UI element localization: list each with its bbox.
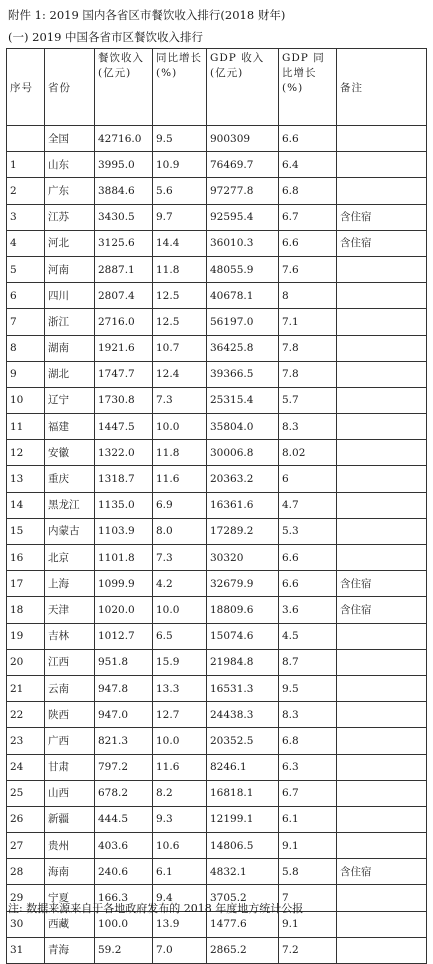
table-row: [7, 754, 427, 780]
province-cell: 云南: [45, 675, 95, 701]
catering-revenue-cell: 797.2: [95, 754, 153, 780]
gdp-cell: 36425.8: [207, 335, 279, 361]
remarks-cell: [337, 361, 427, 387]
yoy-growth-cell: 5.6: [153, 178, 207, 204]
remarks-cell: 含住宿: [337, 230, 427, 256]
rank-cell: 8: [7, 335, 45, 361]
province-cell: 湖北: [45, 361, 95, 387]
gdp-cell: 20363.2: [207, 466, 279, 492]
gdp-growth-cell: 4.5: [279, 623, 337, 649]
rank-cell: 2: [7, 178, 45, 204]
table-row: [7, 649, 427, 675]
yoy-growth-cell: 10.0: [153, 597, 207, 623]
province-cell: 福建: [45, 414, 95, 440]
gdp-growth-cell: 8.02: [279, 440, 337, 466]
remarks-cell: 含住宿: [337, 859, 427, 885]
catering-revenue-cell: 821.3: [95, 728, 153, 754]
gdp-growth-cell: 6.8: [279, 178, 337, 204]
rank-cell: 22: [7, 702, 45, 728]
yoy-growth-cell: 15.9: [153, 649, 207, 675]
table-row: [7, 204, 427, 230]
gdp-growth-cell: 9.1: [279, 911, 337, 937]
header-province: 省份: [45, 49, 95, 126]
remarks-cell: [337, 126, 427, 152]
table-row: [7, 571, 427, 597]
remarks-cell: [337, 545, 427, 571]
catering-revenue-cell: 678.2: [95, 780, 153, 806]
remarks-cell: [337, 387, 427, 413]
table-row: [7, 675, 427, 701]
province-cell: 陕西: [45, 702, 95, 728]
yoy-growth-cell: 12.7: [153, 702, 207, 728]
province-cell: 黑龙江: [45, 492, 95, 518]
gdp-growth-cell: 5.7: [279, 387, 337, 413]
province-cell: 青海: [45, 937, 95, 963]
table-row: [7, 361, 427, 387]
gdp-growth-cell: 7.8: [279, 361, 337, 387]
table-row: [7, 518, 427, 544]
province-cell: 宁夏: [45, 885, 95, 911]
remarks-cell: 含住宿: [337, 571, 427, 597]
gdp-cell: 17289.2: [207, 518, 279, 544]
province-cell: 内蒙古: [45, 518, 95, 544]
province-cell: 贵州: [45, 833, 95, 859]
catering-revenue-cell: 1921.6: [95, 335, 153, 361]
province-cell: 辽宁: [45, 387, 95, 413]
province-cell: 安徽: [45, 440, 95, 466]
gdp-cell: 40678.1: [207, 283, 279, 309]
rank-cell: 18: [7, 597, 45, 623]
gdp-growth-cell: 6.8: [279, 728, 337, 754]
header-remarks: 备注: [337, 49, 427, 126]
catering-revenue-cell: 947.8: [95, 675, 153, 701]
gdp-cell: 18809.6: [207, 597, 279, 623]
remarks-cell: [337, 256, 427, 282]
rank-cell: 26: [7, 806, 45, 832]
gdp-cell: 20352.5: [207, 728, 279, 754]
gdp-growth-cell: 6.3: [279, 754, 337, 780]
table-row: [7, 623, 427, 649]
table-row: [7, 492, 427, 518]
gdp-cell: 36010.3: [207, 230, 279, 256]
catering-revenue-cell: 100.0: [95, 911, 153, 937]
gdp-cell: 12199.1: [207, 806, 279, 832]
remarks-cell: [337, 283, 427, 309]
province-cell: 河南: [45, 256, 95, 282]
header-rank: 序号: [7, 49, 45, 126]
gdp-growth-cell: 8.3: [279, 414, 337, 440]
catering-revenue-cell: 1730.8: [95, 387, 153, 413]
yoy-growth-cell: 11.6: [153, 754, 207, 780]
table-row: [7, 230, 427, 256]
remarks-cell: [337, 466, 427, 492]
table-row: [7, 440, 427, 466]
table-subtitle: (一) 2019 中国各省市区餐饮收入排行: [8, 30, 204, 44]
gdp-cell: 14806.5: [207, 833, 279, 859]
remarks-cell: [337, 492, 427, 518]
rank-cell: 20: [7, 649, 45, 675]
rank-cell: 12: [7, 440, 45, 466]
table-header-row: [7, 49, 427, 126]
table-row: [7, 728, 427, 754]
catering-revenue-cell: 3125.6: [95, 230, 153, 256]
gdp-growth-cell: 7.8: [279, 335, 337, 361]
province-cell: 江苏: [45, 204, 95, 230]
catering-revenue-cell: 2807.4: [95, 283, 153, 309]
remarks-cell: [337, 152, 427, 178]
rank-cell: 16: [7, 545, 45, 571]
gdp-cell: 21984.8: [207, 649, 279, 675]
table-row: [7, 780, 427, 806]
rank-cell: 13: [7, 466, 45, 492]
remarks-cell: [337, 754, 427, 780]
table-row: [7, 545, 427, 571]
yoy-growth-cell: 9.4: [153, 885, 207, 911]
gdp-growth-cell: 6.6: [279, 571, 337, 597]
remarks-cell: [337, 702, 427, 728]
yoy-growth-cell: 11.8: [153, 440, 207, 466]
gdp-growth-cell: 6.4: [279, 152, 337, 178]
table-row: [7, 387, 427, 413]
rank-cell: 31: [7, 937, 45, 963]
yoy-growth-cell: 9.3: [153, 806, 207, 832]
table-row: [7, 178, 427, 204]
yoy-growth-cell: 11.6: [153, 466, 207, 492]
remarks-cell: [337, 937, 427, 963]
table-row: [7, 256, 427, 282]
gdp-growth-cell: 6.1: [279, 806, 337, 832]
table-row: [7, 414, 427, 440]
province-cell: 北京: [45, 545, 95, 571]
gdp-cell: 32679.9: [207, 571, 279, 597]
yoy-growth-cell: 12.5: [153, 283, 207, 309]
yoy-growth-cell: 12.4: [153, 361, 207, 387]
rank-cell: 19: [7, 623, 45, 649]
gdp-cell: 1477.6: [207, 911, 279, 937]
document-title: 附件 1: 2019 国内各省区市餐饮收入排行(2018 财年): [8, 8, 286, 22]
catering-revenue-cell: 3884.6: [95, 178, 153, 204]
gdp-growth-cell: 6.6: [279, 545, 337, 571]
yoy-growth-cell: 14.4: [153, 230, 207, 256]
gdp-cell: 2865.2: [207, 937, 279, 963]
gdp-cell: 92595.4: [207, 204, 279, 230]
table-row: [7, 126, 427, 152]
rank-cell: 23: [7, 728, 45, 754]
rank-cell: 29: [7, 885, 45, 911]
province-cell: 上海: [45, 571, 95, 597]
province-cell: 江西: [45, 649, 95, 675]
catering-revenue-cell: 1135.0: [95, 492, 153, 518]
gdp-cell: 30320: [207, 545, 279, 571]
rank-cell: 5: [7, 256, 45, 282]
catering-revenue-cell: 1747.7: [95, 361, 153, 387]
yoy-growth-cell: 4.2: [153, 571, 207, 597]
province-cell: 广西: [45, 728, 95, 754]
yoy-growth-cell: 9.5: [153, 126, 207, 152]
rank-cell: 7: [7, 309, 45, 335]
gdp-cell: 900309: [207, 126, 279, 152]
table-row: [7, 466, 427, 492]
yoy-growth-cell: 10.6: [153, 833, 207, 859]
province-cell: 全国: [45, 126, 95, 152]
yoy-growth-cell: 7.3: [153, 545, 207, 571]
yoy-growth-cell: 6.5: [153, 623, 207, 649]
yoy-growth-cell: 10.7: [153, 335, 207, 361]
rank-cell: 15: [7, 518, 45, 544]
gdp-cell: 35804.0: [207, 414, 279, 440]
province-cell: 广东: [45, 178, 95, 204]
province-cell: 山东: [45, 152, 95, 178]
remarks-cell: [337, 414, 427, 440]
gdp-growth-cell: 6.6: [279, 126, 337, 152]
catering-revenue-cell: 403.6: [95, 833, 153, 859]
remarks-cell: [337, 675, 427, 701]
rank-cell: [7, 126, 45, 152]
yoy-growth-cell: 13.9: [153, 911, 207, 937]
remarks-cell: [337, 649, 427, 675]
province-cell: 四川: [45, 283, 95, 309]
province-cell: 重庆: [45, 466, 95, 492]
province-cell: 西藏: [45, 911, 95, 937]
catering-revenue-cell: 1101.8: [95, 545, 153, 571]
gdp-cell: 39366.5: [207, 361, 279, 387]
gdp-cell: 4832.1: [207, 859, 279, 885]
remarks-cell: 含住宿: [337, 204, 427, 230]
header-gdp: GDP 收入(亿元): [207, 49, 279, 126]
gdp-growth-cell: 5.3: [279, 518, 337, 544]
table-row: [7, 702, 427, 728]
catering-revenue-cell: 3995.0: [95, 152, 153, 178]
gdp-cell: 25315.4: [207, 387, 279, 413]
table-row: [7, 806, 427, 832]
catering-revenue-cell: 1012.7: [95, 623, 153, 649]
catering-revenue-cell: 1099.9: [95, 571, 153, 597]
remarks-cell: [337, 440, 427, 466]
catering-revenue-cell: 59.2: [95, 937, 153, 963]
gdp-growth-cell: 8.7: [279, 649, 337, 675]
gdp-growth-cell: 6.7: [279, 780, 337, 806]
catering-revenue-cell: 2887.1: [95, 256, 153, 282]
catering-revenue-cell: 1322.0: [95, 440, 153, 466]
remarks-cell: [337, 178, 427, 204]
remarks-cell: 含住宿: [337, 597, 427, 623]
gdp-cell: 30006.8: [207, 440, 279, 466]
remarks-cell: [337, 309, 427, 335]
gdp-cell: 97277.8: [207, 178, 279, 204]
yoy-growth-cell: 12.5: [153, 309, 207, 335]
footnote: 注: 数据来源来自于各地政府发布的 2018 年度地方统计公报: [8, 902, 304, 915]
gdp-growth-cell: 6: [279, 466, 337, 492]
rank-cell: 10: [7, 387, 45, 413]
table-row: [7, 833, 427, 859]
table-row: [7, 859, 427, 885]
catering-revenue-cell: 3430.5: [95, 204, 153, 230]
gdp-growth-cell: 7.6: [279, 256, 337, 282]
catering-revenue-cell: 1020.0: [95, 597, 153, 623]
remarks-cell: [337, 780, 427, 806]
remarks-cell: [337, 806, 427, 832]
rank-cell: 1: [7, 152, 45, 178]
table-row: [7, 335, 427, 361]
rank-cell: 6: [7, 283, 45, 309]
catering-revenue-cell: 166.3: [95, 885, 153, 911]
province-cell: 湖南: [45, 335, 95, 361]
table-row: [7, 937, 427, 963]
catering-revenue-cell: 947.0: [95, 702, 153, 728]
gdp-cell: 56197.0: [207, 309, 279, 335]
header-gdp-growth: GDP 同比增长(%): [279, 49, 337, 126]
header-catering-revenue: 餐饮收入(亿元): [95, 49, 153, 126]
province-cell: 海南: [45, 859, 95, 885]
gdp-cell: 3705.2: [207, 885, 279, 911]
province-cell: 甘肃: [45, 754, 95, 780]
yoy-growth-cell: 11.8: [153, 256, 207, 282]
gdp-growth-cell: 3.6: [279, 597, 337, 623]
rank-cell: 24: [7, 754, 45, 780]
gdp-growth-cell: 8.3: [279, 702, 337, 728]
province-cell: 浙江: [45, 309, 95, 335]
catering-revenue-cell: 2716.0: [95, 309, 153, 335]
rank-cell: 11: [7, 414, 45, 440]
rank-cell: 14: [7, 492, 45, 518]
gdp-cell: 24438.3: [207, 702, 279, 728]
gdp-growth-cell: 4.7: [279, 492, 337, 518]
remarks-cell: [337, 518, 427, 544]
yoy-growth-cell: 8.0: [153, 518, 207, 544]
province-cell: 河北: [45, 230, 95, 256]
rank-cell: 21: [7, 675, 45, 701]
gdp-cell: 76469.7: [207, 152, 279, 178]
yoy-growth-cell: 10.0: [153, 728, 207, 754]
gdp-growth-cell: 7.2: [279, 937, 337, 963]
rank-cell: 9: [7, 361, 45, 387]
yoy-growth-cell: 7.0: [153, 937, 207, 963]
catering-revenue-cell: 1447.5: [95, 414, 153, 440]
table-row: [7, 152, 427, 178]
yoy-growth-cell: 7.3: [153, 387, 207, 413]
remarks-cell: [337, 833, 427, 859]
rank-cell: 27: [7, 833, 45, 859]
catering-revenue-cell: 1318.7: [95, 466, 153, 492]
yoy-growth-cell: 13.3: [153, 675, 207, 701]
table-row: [7, 597, 427, 623]
catering-revenue-table: [6, 48, 427, 964]
province-cell: 新疆: [45, 806, 95, 832]
gdp-growth-cell: 6.7: [279, 204, 337, 230]
remarks-cell: [337, 623, 427, 649]
gdp-cell: 16361.6: [207, 492, 279, 518]
gdp-cell: 16818.1: [207, 780, 279, 806]
rank-cell: 25: [7, 780, 45, 806]
catering-revenue-cell: 42716.0: [95, 126, 153, 152]
gdp-cell: 8246.1: [207, 754, 279, 780]
province-cell: 山西: [45, 780, 95, 806]
catering-revenue-cell: 240.6: [95, 859, 153, 885]
rank-cell: 4: [7, 230, 45, 256]
rank-cell: 30: [7, 911, 45, 937]
remarks-cell: [337, 728, 427, 754]
catering-revenue-cell: 444.5: [95, 806, 153, 832]
catering-revenue-cell: 1103.9: [95, 518, 153, 544]
gdp-growth-cell: 6.6: [279, 230, 337, 256]
gdp-growth-cell: 5.8: [279, 859, 337, 885]
yoy-growth-cell: 9.7: [153, 204, 207, 230]
province-cell: 天津: [45, 597, 95, 623]
gdp-growth-cell: 9.5: [279, 675, 337, 701]
gdp-growth-cell: 8: [279, 283, 337, 309]
table-row: [7, 309, 427, 335]
gdp-growth-cell: 9.1: [279, 833, 337, 859]
gdp-cell: 48055.9: [207, 256, 279, 282]
remarks-cell: [337, 335, 427, 361]
yoy-growth-cell: 6.1: [153, 859, 207, 885]
header-yoy-growth: 同比增长(%): [153, 49, 207, 126]
rank-cell: 17: [7, 571, 45, 597]
yoy-growth-cell: 8.2: [153, 780, 207, 806]
rank-cell: 28: [7, 859, 45, 885]
rank-cell: 3: [7, 204, 45, 230]
gdp-cell: 16531.3: [207, 675, 279, 701]
yoy-growth-cell: 6.9: [153, 492, 207, 518]
catering-revenue-cell: 951.8: [95, 649, 153, 675]
table-row: [7, 283, 427, 309]
gdp-cell: 15074.6: [207, 623, 279, 649]
province-cell: 吉林: [45, 623, 95, 649]
yoy-growth-cell: 10.9: [153, 152, 207, 178]
gdp-growth-cell: 7.1: [279, 309, 337, 335]
yoy-growth-cell: 10.0: [153, 414, 207, 440]
gdp-growth-cell: 7: [279, 885, 337, 911]
